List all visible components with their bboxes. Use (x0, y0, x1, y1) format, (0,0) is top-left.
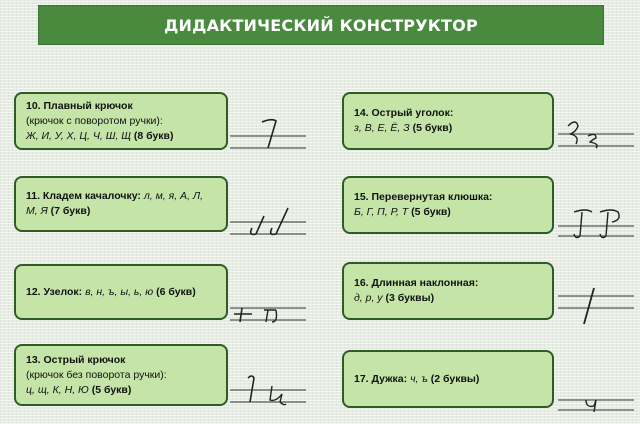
card-letters: Б, Г, П, Р, Т (354, 206, 409, 218)
card-12-knot (14, 264, 228, 320)
card-text (26, 189, 203, 219)
card-text (354, 276, 478, 306)
card-text (354, 372, 479, 387)
card-count: (6 букв) (156, 285, 196, 298)
card-count: (5 букв) (412, 122, 453, 134)
card-text (26, 285, 196, 300)
handwriting-sample-11 (228, 196, 308, 240)
card-count: (3 буквы) (385, 292, 435, 304)
card-heading: 11. Кладем качалочку: (26, 190, 141, 202)
card-letters: з, В, Е, Ё, З (354, 122, 410, 134)
card-count: (8 букв) (133, 129, 174, 142)
handwriting-sample-14 (556, 112, 636, 156)
card-subtitle: (крючок без поворота ручки): (26, 368, 167, 381)
card-text (354, 190, 492, 220)
card-heading: 16. Длинная наклонная: (354, 277, 479, 289)
card-letters-cont: М, Я (26, 205, 48, 217)
card-15-inverted-hook (342, 176, 554, 234)
handwriting-sample-15 (556, 200, 636, 244)
card-count: (2 буквы) (430, 372, 480, 385)
card-heading: 10. Плавный крючок (26, 99, 133, 112)
handwriting-sample-13 (228, 368, 308, 412)
card-17-arc (342, 350, 554, 408)
card-text (26, 99, 174, 144)
card-letters: л, м, я, А, Л, (143, 190, 204, 202)
card-letters: д, р, у (354, 292, 383, 304)
card-count: (7 букв) (50, 205, 91, 217)
handwriting-sample-10 (228, 112, 308, 156)
card-count: (5 букв) (91, 383, 132, 396)
card-text (26, 353, 167, 398)
card-10-smooth-hook (14, 92, 228, 150)
handwriting-sample-17 (556, 380, 636, 424)
card-heading: 13. Острый крючок (26, 353, 126, 366)
handwriting-sample-12 (228, 288, 308, 332)
card-count: (5 букв) (411, 206, 451, 218)
page-title: ДИДАКТИЧЕСКИЙ КОНСТРУКТОР (164, 15, 478, 35)
card-letters: ч, ъ (410, 372, 428, 385)
card-text (354, 106, 453, 136)
card-subtitle: (крючок с поворотом ручки): (26, 114, 163, 127)
card-heading: 15. Перевернутая клюшка: (354, 191, 493, 203)
title-bar (38, 5, 604, 45)
card-16-long-slant (342, 262, 554, 320)
card-heading: 12. Узелок: (26, 285, 83, 298)
card-14-sharp-corner (342, 92, 554, 150)
card-13-sharp-hook (14, 344, 228, 406)
card-letters: Ж, И, У, Х, Ц, Ч, Ш, Щ (26, 129, 131, 142)
card-11-rocker (14, 176, 228, 232)
card-heading: 17. Дужка: (354, 372, 408, 385)
card-letters: в, н, ъ, ы, ь, ю (85, 285, 154, 298)
card-heading: 14. Острый уголок: (354, 107, 454, 119)
handwriting-sample-16 (556, 284, 636, 328)
card-letters: ц, щ, К, Н, Ю (26, 383, 89, 396)
